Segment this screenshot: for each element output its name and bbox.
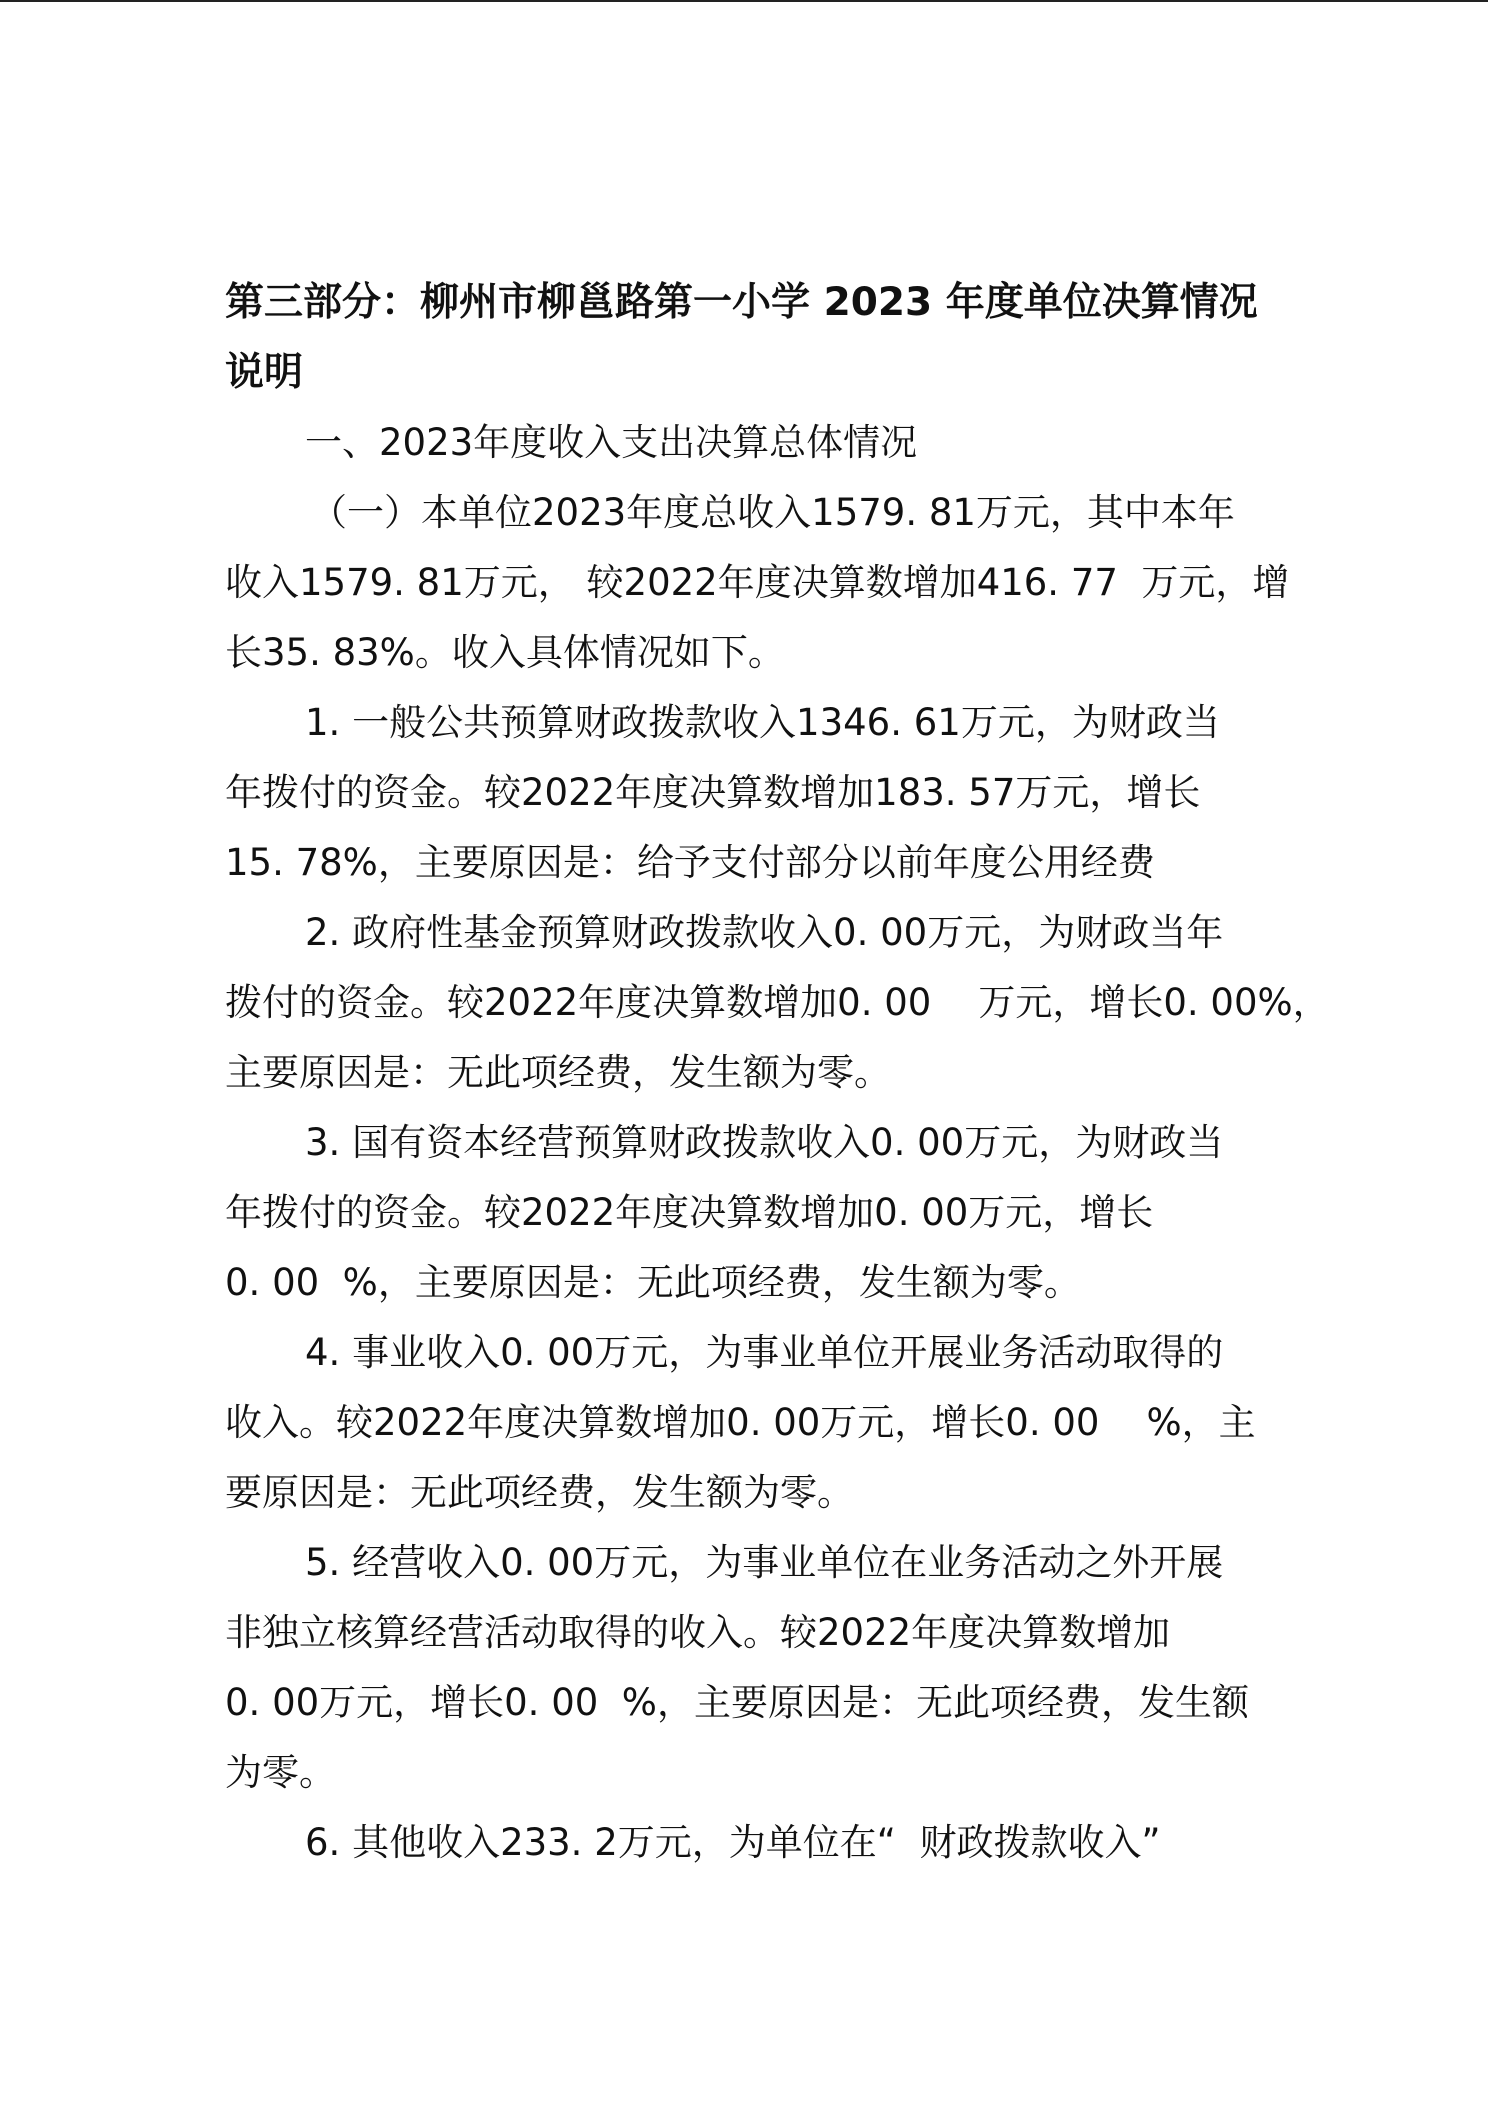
paragraph-line: 6. 其他收入233. 2万元，为单位在“ 财政拨款收入” xyxy=(305,1821,1161,1864)
paragraph-line: 2. 政府性基金预算财政拨款收入0. 00万元，为财政当年 xyxy=(305,911,1224,954)
paragraph-line: 拨付的资金。较2022年度决算数增加0. 00 万元，增长0. 00%， xyxy=(225,981,1330,1024)
paragraph-line: 年拨付的资金。较2022年度决算数增加183. 57万元，增长 xyxy=(225,771,1201,814)
document-title xyxy=(225,268,1275,408)
paragraph-line: 收入1579. 81万元， 较2022年度决算数增加416. 77 万元，增 xyxy=(225,561,1290,604)
paragraph-line: 3. 国有资本经营预算财政拨款收入0. 00万元，为财政当 xyxy=(305,1121,1224,1164)
title-line-2: 说明 xyxy=(225,350,304,395)
paragraph-line: 主要原因是：无此项经费，发生额为零。 xyxy=(225,1051,891,1094)
paragraph-line: 非独立核算经营活动取得的收入。较2022年度决算数增加 xyxy=(225,1611,1171,1654)
paragraph-line: 0. 00 %，主要原因是：无此项经费，发生额为零。 xyxy=(225,1261,1081,1304)
paragraph-line: 1. 一般公共预算财政拨款收入1346. 61万元，为财政当 xyxy=(305,701,1220,744)
paragraph-line: 收入。较2022年度决算数增加0. 00万元，增长0. 00 %，主 xyxy=(225,1401,1256,1444)
paragraph-line: 为零。 xyxy=(225,1751,336,1794)
paragraph-line: （一）本单位2023年度总收入1579. 81万元，其中本年 xyxy=(310,491,1235,534)
paragraph-line: 年拨付的资金。较2022年度决算数增加0. 00万元，增长 xyxy=(225,1191,1154,1234)
paragraph-line: 4. 事业收入0. 00万元，为事业单位开展业务活动取得的 xyxy=(305,1331,1224,1374)
paragraph-line: 15. 78%，主要原因是：给予支付部分以前年度公用经费 xyxy=(225,841,1155,884)
paragraph-line: 5. 经营收入0. 00万元，为事业单位在业务活动之外开展 xyxy=(305,1541,1224,1584)
title-line-1: 第三部分：柳州市柳邕路第一小学 2023 年度单位决算情况 xyxy=(225,280,1258,325)
page-top-border xyxy=(0,0,1488,2)
paragraph-line: 0. 00万元，增长0. 00 %，主要原因是：无此项经费，发生额 xyxy=(225,1681,1249,1724)
document-page xyxy=(225,268,1330,1878)
paragraph-line: 要原因是：无此项经费，发生额为零。 xyxy=(225,1471,854,1514)
document-body xyxy=(225,408,1330,1878)
section-heading: 一、2023年度收入支出决算总体情况 xyxy=(305,421,918,464)
paragraph-line: 长35. 83%。收入具体情况如下。 xyxy=(225,631,785,674)
